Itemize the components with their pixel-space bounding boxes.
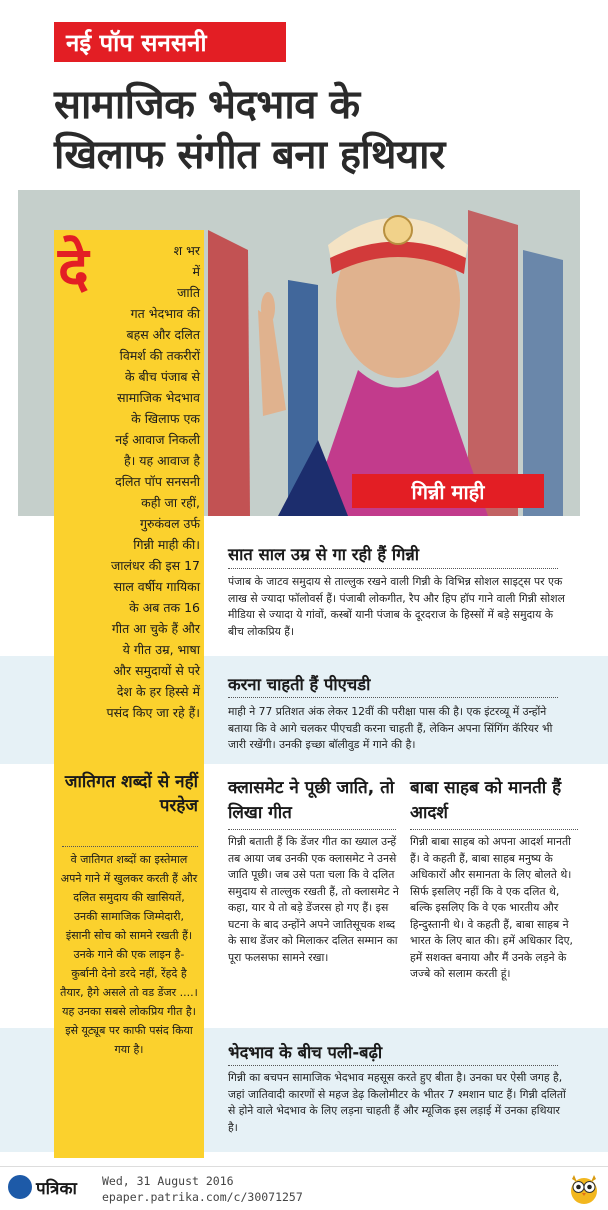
- section-body-upbringing: गिन्नी का बचपन सामाजिक भेदभाव महसूस करते हुए बीता है। उनका घर ऐसी जगह है, जहां जातिवादी कारणों से महज डेढ़ किलोमीटर के भीतर 7 श्मशान घाट हैं। गिन्नी दलितों से होने वाले भेदभाव के लिए लड़ना चाहती हैं और म्यूजिक इस लड़ाई में उनका हथियार है।: [228, 1071, 566, 1134]
- kicker-label: नई पॉप सनसनी: [54, 22, 286, 62]
- intro-line: श भर: [173, 243, 200, 258]
- intro-line: देश के हर हिस्से में: [116, 684, 200, 699]
- sidebar-divider: [62, 846, 198, 847]
- section-heading-classmate: क्लासमेट ने पूछी जाति, तो लिखा गीत: [228, 778, 395, 823]
- section-divider: [228, 829, 396, 830]
- photo-caption: गिन्नी माही: [352, 474, 544, 508]
- intro-line: सामाजिक भेदभाव: [117, 390, 200, 405]
- intro-line: दलित पॉप सनसनी: [115, 474, 200, 489]
- intro-line: विमर्श की तकरीरों: [119, 348, 200, 363]
- owl-mascot-icon: [568, 1171, 600, 1205]
- footer-meta: [102, 1173, 303, 1205]
- headline: [54, 80, 594, 180]
- section-divider: [228, 697, 558, 698]
- intro-line: और समुदायों से परे: [113, 663, 200, 678]
- section-divider: [228, 1065, 558, 1066]
- patrika-logo[interactable]: [8, 1175, 77, 1199]
- intro-line: के अब तक 16: [129, 600, 200, 615]
- intro-line: ये गीत उम्र, भाषा: [122, 642, 200, 657]
- footer-date: Wed, 31 August 2016: [102, 1174, 234, 1188]
- section-divider: [228, 568, 558, 569]
- section-divider: [410, 829, 578, 830]
- intro-line: साल वर्षीय गायिका: [113, 579, 200, 594]
- section-heading-singing: सात साल उम्र से गा रही हैं गिन्नी: [228, 545, 420, 564]
- intro-line: गत भेदभाव की: [130, 306, 200, 321]
- sidebar-intro: [58, 234, 200, 723]
- headline-line-1: सामाजिक भेदभाव के: [54, 82, 360, 128]
- section-body-classmate: गिन्नी बताती हैं कि डेंजर गीत का ख्याल उन्हें तब आया जब उनकी एक क्लासमेट ने उनसे जाति पूछी। जब उसे पता चला कि वे दलित समुदाय से ताल्लुक रखती हैं, तो क्लासमेट ने कहा, यार ये तो बड़े डेंजरस हो गए हैं। इस घटना के बाद उन्होंने अपने जातिसूचक शब्द के साथ डेंजर को मिलाकर दलित सम्मान का पूरा फलसफा सामने रखा।: [228, 835, 399, 964]
- section-body-phd: माही ने 77 प्रतिशत अंक लेकर 12वीं की परीक्षा पास की है। एक इंटरव्यू में उन्होंने बताया कि वे आगे चलकर पीएचडी करना चाहती हैं, लेकिन अपना सिंगिंग कॅरियर भी जारी रखेंगी। उनकी इच्छा बॉलीवुड में गाने की है।: [228, 705, 553, 751]
- intro-line: गिन्नी माही की।: [133, 537, 200, 552]
- sidebar-intro-text: [58, 234, 200, 723]
- section-heading-babasaheb: बाबा साहब को मानती हैं आदर्श: [410, 778, 562, 823]
- intro-line: के खिलाफ एक: [131, 411, 200, 426]
- intro-line: है। यह आवाज है: [123, 453, 200, 468]
- section-heading-phd: करना चाहती हैं पीएचडी: [228, 675, 371, 694]
- intro-line: बहस और दलित: [126, 327, 200, 342]
- intro-line: नई आवाज निकली: [115, 432, 200, 447]
- headline-line-2: खिलाफ संगीत बना हथियार: [54, 132, 445, 178]
- sidebar-subtext: वे जातिगत शब्दों का इस्तेमाल अपने गाने में खुलकर करती हैं और दलित समुदाय की खासियतें, उनकी सामाजिक जिम्मेदारी, इंसानी सोच को सामने रखती हैं। उनके गाने की एक लाइन है- कुर्बानी देनो डरदे नहीं, रेंहदे है तैयार, हैगे असले तो वड डेंजर ....। यह उनका सबसे लोकप्रिय गीत है। इसे यूट्यूब पर काफी पसंद किया गया है।: [60, 853, 198, 1056]
- intro-line: में: [192, 264, 200, 279]
- intro-line: जाति: [177, 285, 200, 300]
- patrika-logo-icon: [8, 1175, 32, 1199]
- intro-line: जालंधर की इस 17: [110, 558, 200, 573]
- intro-line: गीत आ चुके हैं और: [111, 621, 200, 636]
- section-body-singing: पंजाब के जाटव समुदाय से ताल्लुक रखने वाली गिन्नी के विभिन्न सोशल साइट्स पर एक लाख से ज्यादा फॉलोवर्स हैं। पंजाबी लोकगीत, रैप और हिप हॉप गाने वाली गिन्नी सोशल मीडिया से ज्यादा ये गांवों, कस्बों यानी पंजाब के दूरदराज के हिस्सों में बड़े समुदाय के बीच लोकप्रिय हैं।: [228, 575, 565, 638]
- dropcap: दे: [58, 234, 89, 302]
- sidebar-subheading: जातिगत शब्दों से नहीं परहेज: [64, 772, 198, 816]
- intro-line: के बीच पंजाब से: [124, 369, 200, 384]
- footer-url[interactable]: epaper.patrika.com/c/30071257: [102, 1190, 303, 1204]
- footer: [0, 1166, 608, 1210]
- intro-line: गुरुकंवल उर्फ: [140, 516, 200, 531]
- intro-line: कही जा रहीं,: [141, 495, 200, 510]
- section-heading-upbringing: भेदभाव के बीच पली-बढ़ी: [228, 1043, 383, 1062]
- patrika-logo-text: पत्रिका: [36, 1178, 77, 1199]
- section-body-babasaheb: गिन्नी बाबा साहब को अपना आदर्श मानती हैं। वे कहती हैं, बाबा साहब मनुष्य के अधिकारों और समानता के लिए बोलते थे। सिर्फ इसलिए नहीं कि वे एक दलित थे, बल्कि इसलिए कि वे एक भारतीय और हिन्दुस्तानी थे। वे कहती हैं, बाबा साहब ने भारत के लिए बात की। हमें अधिकार दिए, हमें सशक्त बनाया और मैं उनके लड़ने के जज्बे को सलाम करती हूं।: [410, 835, 573, 980]
- intro-line: पसंद किए जा रहे हैं।: [106, 705, 200, 720]
